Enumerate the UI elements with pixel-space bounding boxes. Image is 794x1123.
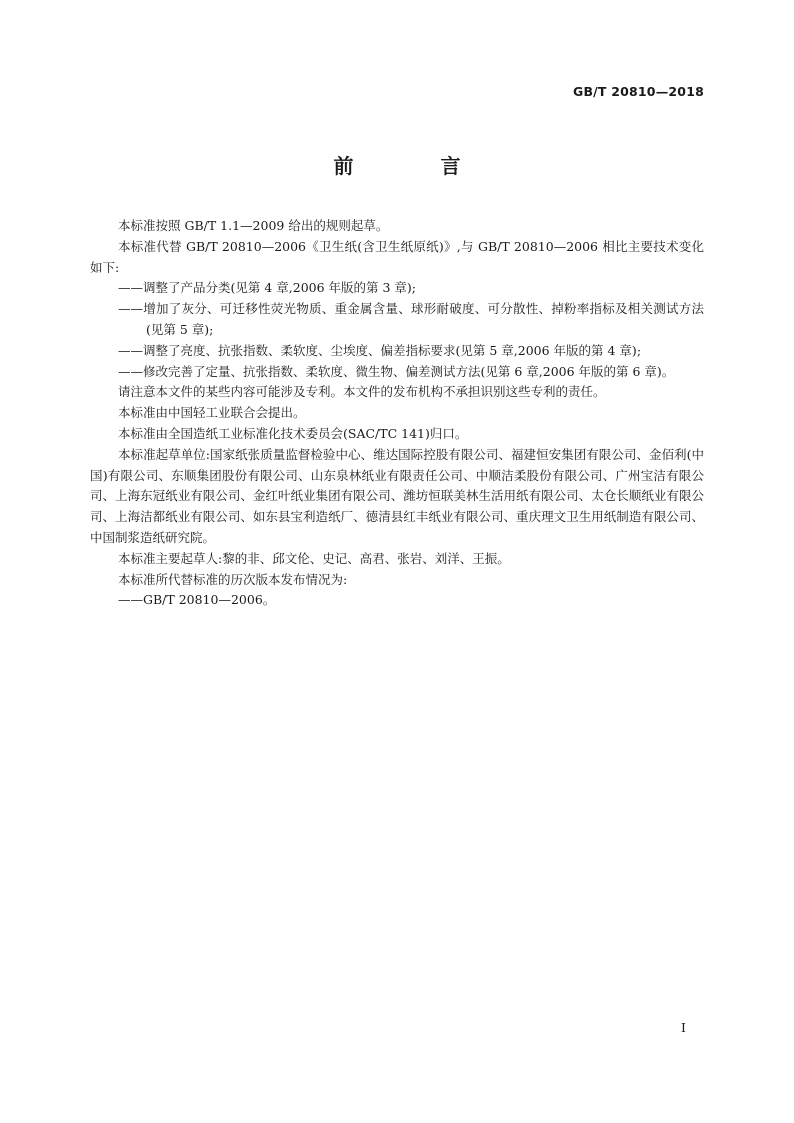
paragraph-drafters: 本标准主要起草人:黎的非、邱文伦、史记、高君、张岩、刘洋、王振。: [118, 550, 510, 566]
paragraph-drafting-units: 本标准起草单位:国家纸张质量监督检验中心、维达国际控股有限公司、福建恒安集团有限公司、金佰利(中国)有限公司、东顺集团股份有限公司、山东泉林纸业有限责任公司、中顺洁柔股份有限公司、广州宝洁有限公司、上海东冠纸业有限公司、金红叶纸业集团有限公司、潍坊恒联美林生活用纸有限公司、太仓长顺纸业有限公司、上海洁都纸业有限公司、如东县宝利造纸厂、德清县红丰纸业有限公司、重庆理文卫生用纸制造有限公司、中国制浆造纸研究院。: [90, 446, 704, 545]
standard-code: GB/T 20810—2018: [572, 84, 704, 99]
change-item: ——调整了亮度、抗张指数、柔软度、尘埃度、偏差指标要求(见第 5 章,2006 年版的第 4 章);: [118, 342, 642, 358]
change-item: ——修改完善了定量、抗张指数、柔软度、微生物、偏差测试方法(见第 6 章,2006 年版的第 6 章)。: [118, 363, 675, 379]
foreword-body: [90, 216, 704, 611]
change-item: ——调整了产品分类(见第 4 章,2006 年版的第 3 章);: [118, 280, 417, 296]
paragraph-proposer: 本标准由中国轻工业联合会提出。: [118, 405, 306, 421]
change-item: ——增加了灰分、可迁移性荧光物质、重金属含量、球形耐破度、可分散性、掉粉率指标及相关测试方法(见第 5 章);: [118, 301, 704, 337]
paragraph-history-intro: 本标准所代替标准的历次版本发布情况为:: [118, 571, 348, 587]
paragraph-patent-notice: 请注意本文件的某些内容可能涉及专利。本文件的发布机构不承担识别这些专利的责任。: [118, 384, 606, 400]
paragraph-committee: 本标准由全国造纸工业标准化技术委员会(SAC/TC 141)归口。: [118, 425, 468, 441]
page-title: 前 言: [333, 154, 501, 178]
paragraph-replacement: 本标准代替 GB/T 20810—2006《卫生纸(含卫生纸原纸)》,与 GB/T 20810—2006 相比主要技术变化如下:: [90, 238, 704, 275]
history-item: ——GB/T 20810—2006。: [118, 592, 276, 608]
page-number: I: [681, 1020, 686, 1035]
paragraph-drafting-rules: 本标准按照 GB/T 1.1—2009 给出的规则起草。: [118, 218, 389, 233]
